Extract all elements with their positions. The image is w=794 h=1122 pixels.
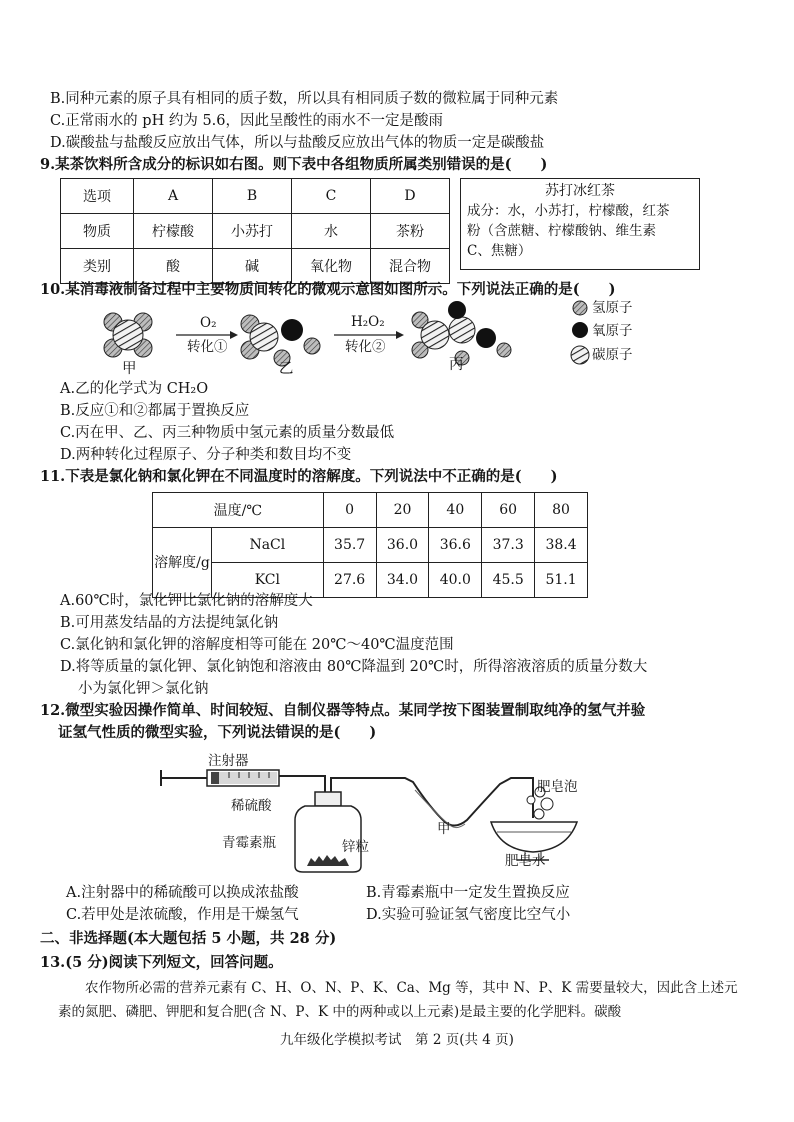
table-row bbox=[61, 179, 450, 214]
molecule-jia bbox=[104, 313, 152, 357]
table-cell: 类别 bbox=[61, 249, 134, 284]
table-row bbox=[153, 528, 588, 563]
table-cell: C bbox=[292, 179, 371, 214]
table-header: 20 bbox=[376, 493, 429, 528]
table-cell: A bbox=[134, 179, 213, 214]
table-cell: 37.3 bbox=[482, 528, 535, 563]
section-2-heading: 二、非选择题(本大题包括 5 小题，共 28 分) bbox=[40, 930, 337, 947]
table-cell: 27.6 bbox=[323, 563, 376, 598]
arrow2-top-label: H₂O₂ bbox=[351, 314, 385, 330]
legend-oxygen: 氧原子 bbox=[592, 323, 633, 339]
table-row bbox=[153, 493, 588, 528]
arrow1-bottom-label: 转化① bbox=[187, 339, 228, 355]
table-cell: 混合物 bbox=[371, 249, 450, 284]
bubble-label: 肥皂泡 bbox=[537, 779, 578, 795]
syringe bbox=[161, 770, 293, 786]
q13-passage: 农作物所必需的营养元素有 C、H、O、N、P、K、Ca、Mg 等，其中 N、P、K 需要量较大，因此含上述元素的氮肥、磷肥、钾肥和复合肥(含 N、P、K 中的两种或以上元素)是最主要的化学肥料。碳酸 bbox=[58, 980, 738, 1020]
table-header: 0 bbox=[323, 493, 376, 528]
table-header: 80 bbox=[535, 493, 588, 528]
table-cell: 氧化物 bbox=[292, 249, 371, 284]
table-cell: 36.6 bbox=[429, 528, 482, 563]
q11-option-d-cont: 小为氯化钾＞氯化钠 bbox=[78, 681, 209, 697]
q11-option-b: B.可用蒸发结晶的方法提纯氯化钠 bbox=[60, 615, 279, 631]
table-row bbox=[61, 249, 450, 284]
q12-option-b: B.青霉素瓶中一定发生置换反应 bbox=[366, 885, 570, 901]
q12-option-a: A.注射器中的稀硫酸可以换成浓盐酸 bbox=[66, 885, 299, 901]
q9-stem: 9.某茶饮料所含成分的标识如右图。则下表中各组物质所属类别错误的是( ) bbox=[40, 156, 548, 173]
soap-dish bbox=[491, 787, 577, 860]
drink-label-line: 成分：水，小苏打，柠檬酸，红茶 bbox=[467, 203, 670, 219]
q13-stem: 13.(5 分)阅读下列短文，回答问题。 bbox=[40, 954, 283, 971]
table-cell: 34.0 bbox=[376, 563, 429, 598]
arrow1-top-label: O₂ bbox=[200, 315, 217, 331]
table-cell: B bbox=[213, 179, 292, 214]
q11-stem: 11.下表是氯化钠和氯化钾在不同温度时的溶解度。下列说法中不正确的是( ) bbox=[40, 468, 558, 485]
table-header: 温度/℃ bbox=[153, 493, 324, 528]
table-cell: 51.1 bbox=[535, 563, 588, 598]
q9-table bbox=[60, 178, 450, 284]
q10-option-a: A.乙的化学式为 CH₂O bbox=[60, 381, 209, 397]
legend-hydrogen: 氢原子 bbox=[592, 300, 633, 316]
table-header: 60 bbox=[482, 493, 535, 528]
drink-label-line: C、焦糖） bbox=[467, 243, 532, 259]
q11-option-d: D.将等质量的氯化钾、氯化钠饱和溶液由 80℃降温到 20℃时，所得溶液溶质的质量分数大 bbox=[60, 659, 648, 675]
table-cell: 碱 bbox=[213, 249, 292, 284]
table-cell: 40.0 bbox=[429, 563, 482, 598]
q12-stem-1: 12.微型实验因操作简单、时间较短、自制仪器等特点。某同学按下图装置制取纯净的氢气并验 bbox=[40, 702, 646, 719]
q11-option-c: C.氯化钠和氯化钾的溶解度相等可能在 20℃～40℃温度范围 bbox=[60, 637, 454, 653]
q12-option-c: C.若甲处是浓硫酸，作用是干燥氢气 bbox=[66, 907, 299, 923]
q10-option-b: B.反应①和②都属于置换反应 bbox=[60, 403, 250, 419]
table-cell: 物质 bbox=[61, 214, 134, 249]
q10-stem: 10.某消毒液制备过程中主要物质间转化的微观示意图如图所示。下列说法正确的是( ) bbox=[40, 281, 616, 298]
table-cell: 38.4 bbox=[535, 528, 588, 563]
table-cell: 选项 bbox=[61, 179, 134, 214]
q11-option-a: A.60℃时，氯化钾比氯化钠的溶解度大 bbox=[60, 593, 313, 609]
table-cell: 45.5 bbox=[482, 563, 535, 598]
bottle-label: 青霉素瓶 bbox=[222, 835, 276, 851]
table-cell: 水 bbox=[292, 214, 371, 249]
drink-label-line: 粉（含蔗糖、柠檬酸钠、维生素 bbox=[467, 223, 656, 239]
prev-option-d: D.碳酸盐与盐酸反应放出气体，所以与盐酸反应放出气体的物质一定是碳酸盐 bbox=[50, 135, 545, 151]
syringe-label: 注射器 bbox=[208, 753, 249, 769]
table-cell: 酸 bbox=[134, 249, 213, 284]
arrow2-bottom-label: 转化② bbox=[345, 339, 386, 355]
soap-water-label: 肥皂水 bbox=[505, 853, 546, 869]
q10-option-c: C.丙在甲、乙、丙三种物质中氢元素的质量分数最低 bbox=[60, 425, 395, 441]
table-cell: 茶粉 bbox=[371, 214, 450, 249]
table-cell: 小苏打 bbox=[213, 214, 292, 249]
molecule-name-yi: 乙 bbox=[279, 361, 294, 377]
prev-option-c: C.正常雨水的 pH 约为 5.6，因此呈酸性的雨水不一定是酸雨 bbox=[50, 113, 443, 129]
molecule-name-jia: 甲 bbox=[122, 361, 137, 377]
row-group-label: 溶解度/g bbox=[153, 528, 212, 598]
solubility-table bbox=[152, 492, 588, 598]
q10-option-d: D.两种转化过程原子、分子种类和数目均不变 bbox=[60, 447, 352, 463]
jia-label: 甲 bbox=[437, 821, 451, 837]
table-cell: KCl bbox=[212, 563, 324, 598]
table-cell: 35.7 bbox=[323, 528, 376, 563]
table-cell: 柠檬酸 bbox=[134, 214, 213, 249]
prev-option-b: B.同种元素的原子具有相同的质子数，所以具有相同质子数的微粒属于同种元素 bbox=[50, 91, 559, 107]
q12-option-d: D.实验可验证氢气密度比空气小 bbox=[366, 907, 571, 923]
molecule-name-bing: 丙 bbox=[449, 357, 464, 373]
molecule-legend bbox=[571, 301, 589, 364]
table-cell: NaCl bbox=[212, 528, 324, 563]
page-footer: 九年级化学模拟考试 第 2 页(共 4 页) bbox=[280, 1032, 514, 1048]
q12-stem-2: 证氢气性质的微型实验，下列说法错误的是( ) bbox=[58, 724, 377, 741]
acid-label: 稀硫酸 bbox=[231, 798, 272, 814]
legend-carbon: 碳原子 bbox=[592, 347, 633, 363]
zinc-label: 锌粒 bbox=[342, 839, 369, 855]
table-header: 40 bbox=[429, 493, 482, 528]
table-cell: D bbox=[371, 179, 450, 214]
drink-label-title: 苏打冰红茶 bbox=[545, 183, 615, 199]
table-row bbox=[61, 214, 450, 249]
drink-label-box bbox=[460, 178, 700, 270]
table-cell: 36.0 bbox=[376, 528, 429, 563]
penicillin-bottle bbox=[295, 784, 361, 872]
molecule-yi bbox=[241, 315, 320, 366]
